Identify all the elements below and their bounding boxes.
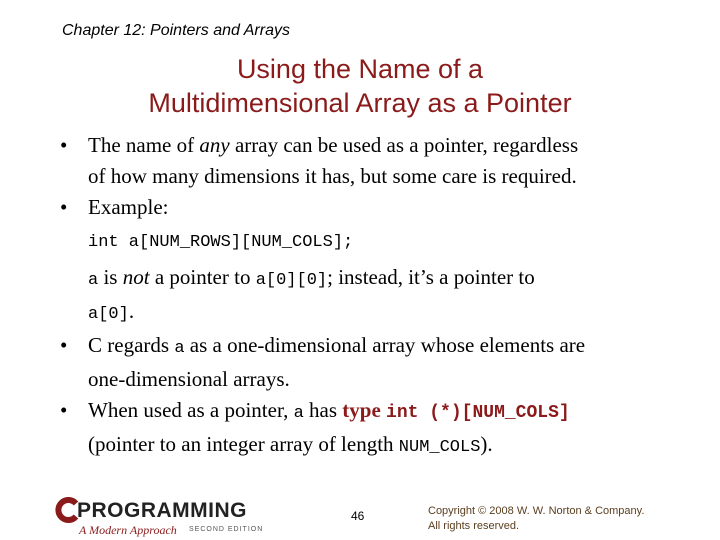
bullet-4-line-2 — [88, 429, 698, 463]
page-number: 46 — [351, 509, 365, 523]
code-text: a[0] — [88, 305, 129, 324]
text-run: ; instead, it’s a pointer to — [327, 265, 535, 289]
code-text: a — [293, 404, 304, 423]
bullet-marker: • — [60, 398, 68, 422]
text-run: array can be used as a pointer, regardless — [229, 133, 579, 157]
bullet-3 — [58, 330, 698, 395]
slide-title-line-1: Using the Name of a — [236, 54, 484, 84]
copyright-line-2: All rights reserved. — [428, 520, 520, 532]
slide-body — [58, 130, 698, 463]
example-block — [58, 227, 698, 330]
text-run: a pointer to — [149, 265, 256, 289]
emphasis-text: not — [122, 265, 150, 289]
type-keyword: type — [342, 398, 387, 422]
bullet-2 — [58, 192, 698, 223]
bullet-3-line-2: one-dimensional arrays. — [88, 367, 290, 391]
bullet-1-line-2: of how many dimensions it has, but some care is required. — [88, 164, 577, 188]
code-text: NUM_COLS — [398, 438, 481, 457]
text-run: (pointer to an integer array of length — [88, 432, 399, 456]
text-run: . — [128, 299, 135, 323]
book-logo — [55, 497, 270, 539]
bullet-1 — [58, 130, 698, 192]
code-text: a — [174, 339, 185, 358]
bullet-1-line-1 — [88, 130, 698, 161]
text-run: When used as a pointer, — [88, 398, 294, 422]
slide-title — [0, 52, 720, 120]
chapter-header: Chapter 12: Pointers and Arrays — [62, 22, 290, 39]
bullet-2-label: Example: — [88, 195, 169, 219]
example-line-2 — [88, 296, 698, 330]
type-code: int (*)[NUM_COLS] — [386, 403, 570, 423]
code-declaration: int a[NUM_ROWS][NUM_COLS]; — [88, 233, 354, 252]
text-run: The name of — [88, 133, 200, 157]
text-run: is — [98, 265, 123, 289]
bullet-4 — [58, 395, 698, 463]
code-text: a[0][0] — [255, 271, 328, 290]
example-line-1 — [88, 262, 698, 296]
bullet-marker: • — [60, 195, 68, 219]
copyright-notice — [428, 504, 644, 534]
logo-wordmark: PROGRAMMING — [77, 499, 247, 522]
text-run: ). — [480, 432, 493, 456]
bullet-3-line-1 — [88, 330, 698, 364]
bullet-4-line-1 — [88, 395, 698, 429]
copyright-line-1: Copyright © 2008 W. W. Norton & Company. — [428, 505, 645, 517]
emphasis-text: any — [199, 133, 230, 157]
slide-title-line-2: Multidimensional Array as a Pointer — [148, 88, 572, 118]
text-run: as a one-dimensional array whose elements are — [184, 333, 586, 357]
bullet-marker: • — [60, 333, 68, 357]
text-run: C regards — [88, 333, 175, 357]
text-run: has — [303, 398, 343, 422]
code-text: a — [88, 271, 99, 290]
bullet-marker: • — [60, 133, 68, 157]
logo-edition: SECOND EDITION — [189, 526, 264, 533]
logo-subtitle: A Modern Approach — [79, 523, 177, 537]
